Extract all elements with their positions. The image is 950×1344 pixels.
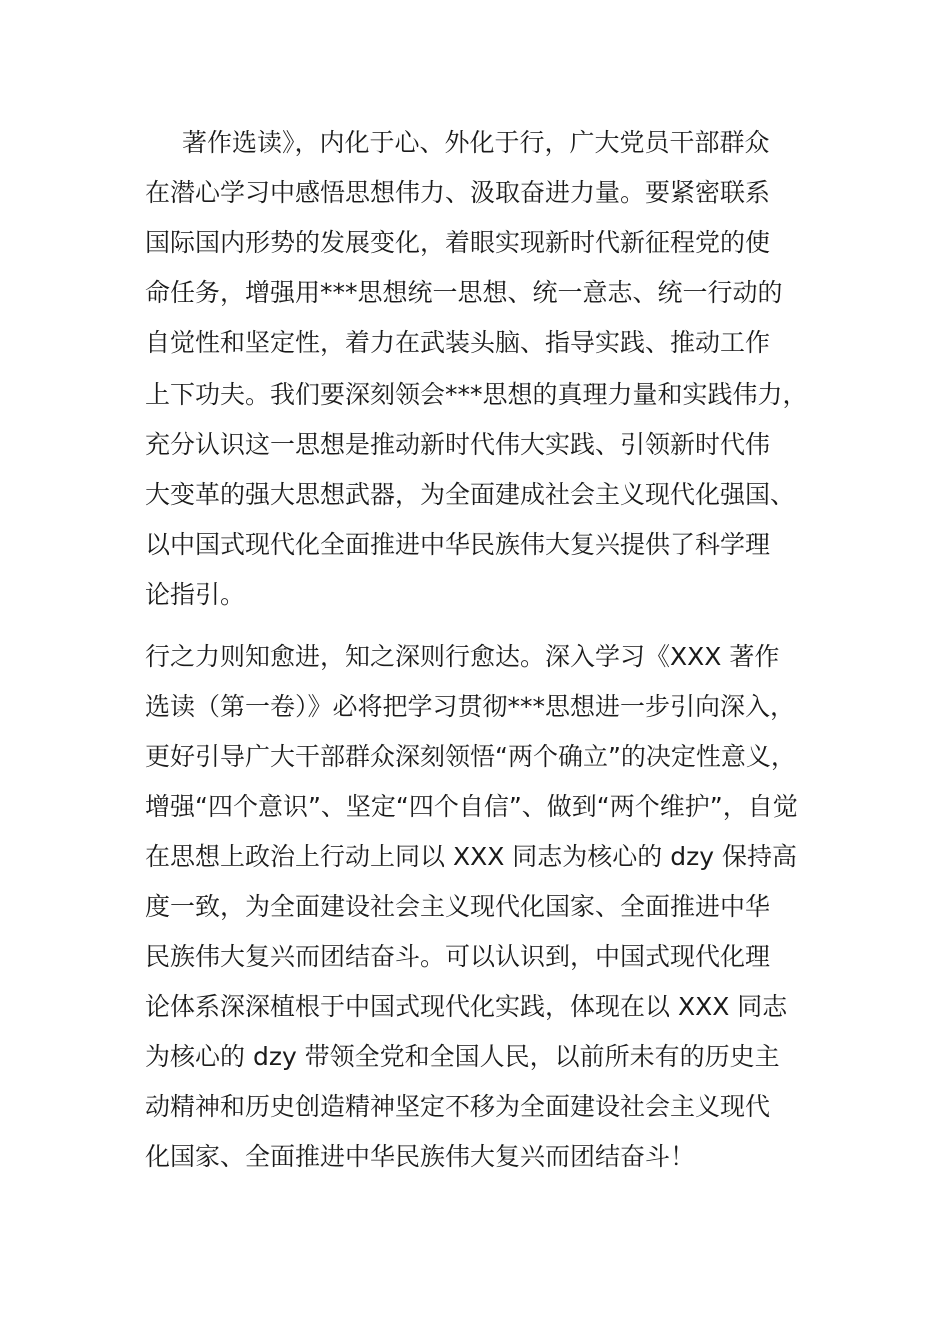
text-line: 在潜心学习中感悟思想伟力、汲取奋进力量。要紧密联系 <box>145 178 771 207</box>
text-line: 民族伟大复兴而团结奋斗。可以认识到，中国式现代化理 <box>145 942 771 971</box>
text-line: 著作选读》，内化于心、外化于行，广大党员干部群众 <box>182 128 770 157</box>
text-line: 充分认识这一思想是推动新时代伟大实践、引领新时代伟 <box>145 430 771 459</box>
text-line: 为核心的 dzy 带领全党和全国人民，以前所未有的历史主 <box>145 1042 780 1071</box>
text-line: 增强“四个意识”、坚定“四个自信”、做到“两个维护”，自觉 <box>145 792 798 821</box>
text-line: 大变革的强大思想武器，为全面建成社会主义现代化强国、 <box>145 480 796 509</box>
text-line: 国际国内形势的发展变化，着眼实现新时代新征程党的使 <box>145 228 771 257</box>
text-line: 自觉性和坚定性，着力在武装头脑、指导实践、推动工作 <box>145 328 771 357</box>
text-line: 度一致，为全面建设社会主义现代化国家、全面推进中华 <box>145 892 771 921</box>
text-line: 选读（第一卷）》必将把学习贯彻***思想进一步引向深入， <box>145 692 796 721</box>
text-line: 论指引。 <box>145 580 246 609</box>
text-line: 论体系深深植根于中国式现代化实践，体现在以 XXX 同志 <box>145 992 788 1021</box>
text-line: 动精神和历史创造精神坚定不移为全面建设社会主义现代 <box>145 1092 771 1121</box>
text-line: 上下功夫。我们要深刻领会***思想的真理力量和实践伟力， <box>145 380 808 409</box>
text-line: 更好引导广大干部群众深刻领悟“两个确立”的决定性意义， <box>145 742 796 771</box>
text-line: 行之力则知愈进，知之深则行愈达。深入学习《XXX 著作 <box>145 642 780 671</box>
text-line: 在思想上政治上行动上同以 XXX 同志为核心的 dzy 保持高 <box>145 842 797 871</box>
text-line: 以中国式现代化全面推进中华民族伟大复兴提供了科学理 <box>145 530 771 559</box>
text-line: 命任务，增强用***思想统一思想、统一意志、统一行动的 <box>145 278 783 307</box>
text-line: 化国家、全面推进中华民族伟大复兴而团结奋斗！ <box>145 1142 696 1171</box>
